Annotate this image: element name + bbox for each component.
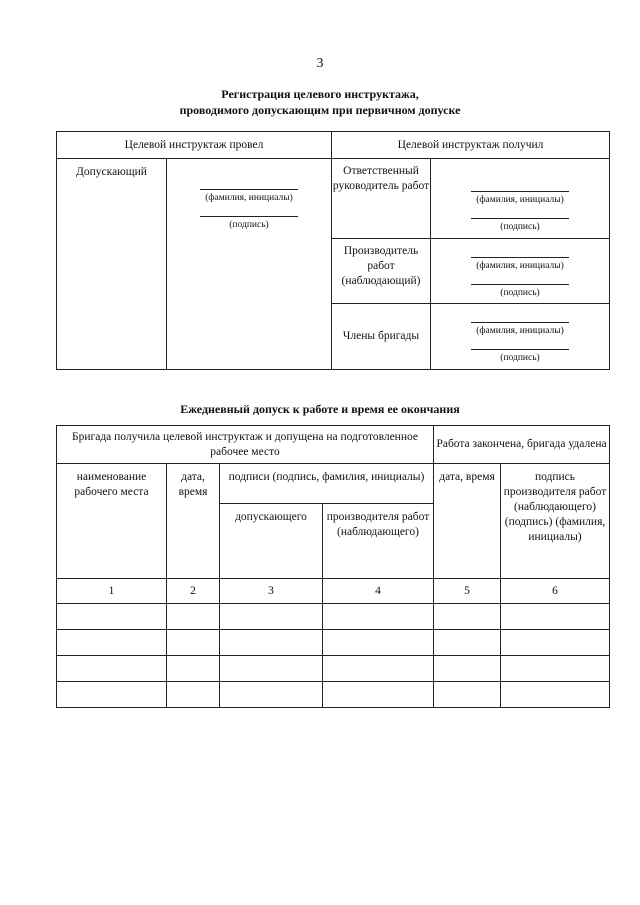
- empty-cell[interactable]: [434, 682, 501, 708]
- section2-title: Ежедневный допуск к работе и время ее окончания: [180, 402, 460, 416]
- admitter-signature-cell[interactable]: [167, 159, 332, 370]
- column-number: 1: [57, 579, 167, 604]
- role-work-producer: Производитель работ (наблюдающий): [332, 239, 431, 304]
- empty-cell[interactable]: [323, 682, 434, 708]
- empty-cell[interactable]: [323, 604, 434, 630]
- section1-title-line1: Регистрация целевого инструктажа,: [221, 87, 419, 101]
- header-admitter: допускающего: [220, 504, 323, 579]
- instruction-registration-table: [56, 131, 610, 370]
- empty-cell[interactable]: [434, 656, 501, 682]
- empty-cell[interactable]: [167, 682, 220, 708]
- header-received: Целевой инструктаж получил: [332, 132, 610, 159]
- empty-cell[interactable]: [501, 682, 610, 708]
- admitter-name-line: (фамилия, инициалы): [200, 189, 298, 204]
- responsible-manager-name-line: (фамилия, инициалы): [471, 191, 569, 206]
- header-producer: производителя работ (наблюдающего): [323, 504, 434, 579]
- brigade-members-signature-line: (подпись): [471, 349, 569, 364]
- column-number-row: [57, 579, 610, 604]
- empty-cell[interactable]: [501, 656, 610, 682]
- empty-cell[interactable]: [220, 630, 323, 656]
- table-row: [57, 656, 610, 682]
- group-admitted-header: Бригада получила целевой инструктаж и допущена на подготовленное рабочее место: [57, 426, 434, 464]
- header-date-time: дата, время: [167, 464, 220, 579]
- header-signatures: подписи (подпись, фамилия, инициалы): [220, 464, 434, 504]
- empty-cell[interactable]: [167, 656, 220, 682]
- brigade-members-signature-cell[interactable]: [431, 304, 610, 370]
- column-number: 3: [220, 579, 323, 604]
- empty-cell[interactable]: [501, 630, 610, 656]
- empty-cell[interactable]: [434, 630, 501, 656]
- column-number: 6: [501, 579, 610, 604]
- daily-admission-table: [56, 425, 610, 708]
- responsible-manager-signature-cell[interactable]: [431, 159, 610, 239]
- header-conducted: Целевой инструктаж провел: [57, 132, 332, 159]
- table-row: [57, 630, 610, 656]
- section1-title-line2: проводимого допускающим при первичном допуске: [179, 103, 461, 117]
- column-number: 4: [323, 579, 434, 604]
- empty-cell[interactable]: [501, 604, 610, 630]
- empty-cell[interactable]: [323, 630, 434, 656]
- empty-cell[interactable]: [167, 630, 220, 656]
- section1-title: [0, 86, 640, 118]
- role-brigade-members: Члены бригады: [332, 304, 431, 370]
- role-responsible-manager: Ответственный руководитель работ: [332, 159, 431, 239]
- table-row: [57, 682, 610, 708]
- empty-cell[interactable]: [167, 604, 220, 630]
- empty-cell[interactable]: [220, 682, 323, 708]
- empty-cell[interactable]: [57, 682, 167, 708]
- empty-cell[interactable]: [57, 630, 167, 656]
- empty-cell[interactable]: [57, 604, 167, 630]
- empty-cell[interactable]: [434, 604, 501, 630]
- work-producer-signature-line: (подпись): [471, 284, 569, 299]
- column-number: 2: [167, 579, 220, 604]
- admitter-signature-line: (подпись): [200, 216, 298, 231]
- group-finished-header: Работа закончена, бригада удалена: [434, 426, 610, 464]
- header-date-time-end: дата, время: [434, 464, 501, 579]
- table-row: [57, 604, 610, 630]
- empty-cell[interactable]: [220, 604, 323, 630]
- empty-cell[interactable]: [220, 656, 323, 682]
- responsible-manager-signature-line: (подпись): [471, 218, 569, 233]
- admitter-label: Допускающий: [57, 159, 167, 370]
- empty-cell[interactable]: [323, 656, 434, 682]
- header-workplace: наименование рабочего места: [57, 464, 167, 579]
- column-number: 5: [434, 579, 501, 604]
- header-producer-signature: подпись производителя работ (наблюдающего) (подпись) (фамилия, инициалы): [501, 464, 610, 579]
- work-producer-name-line: (фамилия, инициалы): [471, 257, 569, 272]
- page-number: 3: [316, 56, 324, 71]
- work-producer-signature-cell[interactable]: [431, 239, 610, 304]
- empty-cell[interactable]: [57, 656, 167, 682]
- brigade-members-name-line: (фамилия, инициалы): [471, 322, 569, 337]
